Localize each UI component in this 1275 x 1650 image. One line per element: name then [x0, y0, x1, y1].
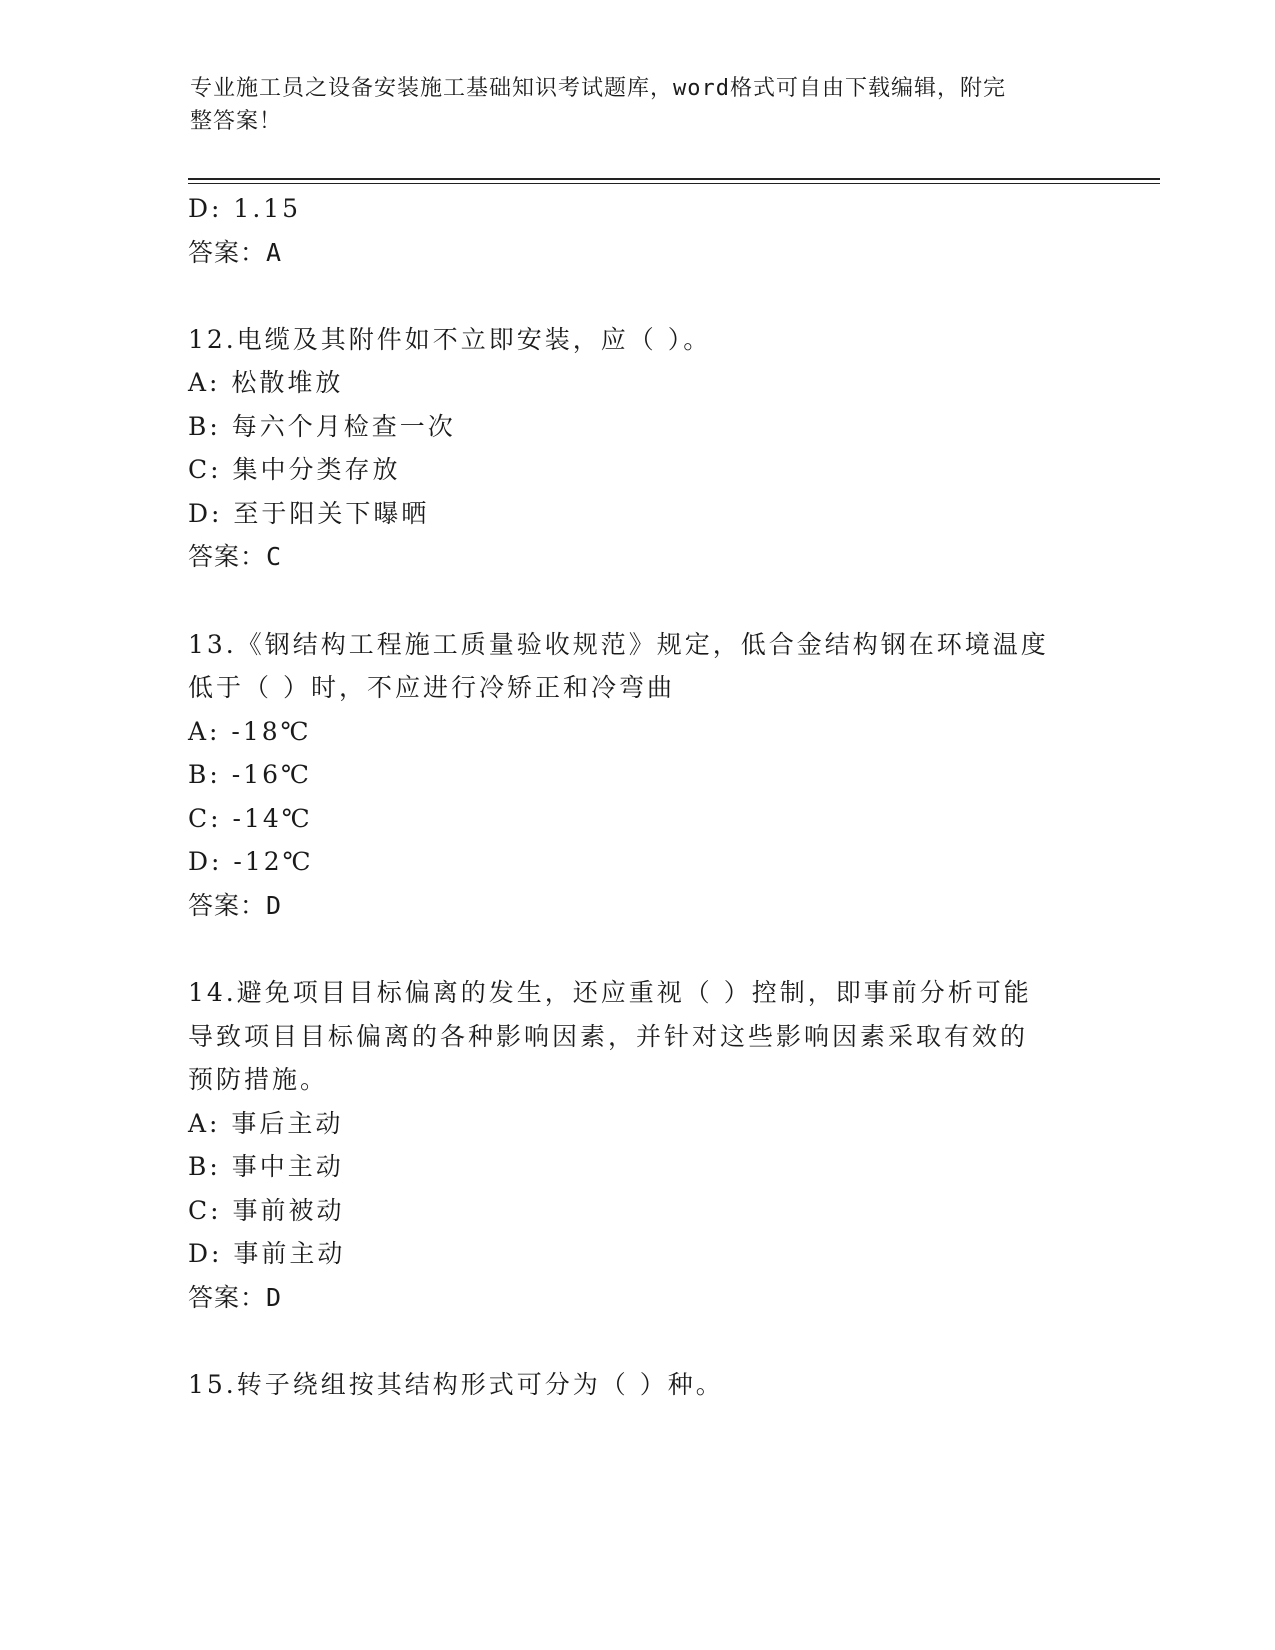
- answer-line: 答案：D: [188, 891, 283, 920]
- option-c: C: 事前被动: [188, 1196, 345, 1225]
- question-13-line-2: 低于（ ）时，不应进行冷矫正和冷弯曲: [188, 673, 675, 702]
- option-a: A: -18℃: [188, 717, 312, 746]
- question-13-line-1: 13.《钢结构工程施工质量验收规范》规定，低合金结构钢在环境温度: [188, 630, 1049, 659]
- document-header: [190, 72, 1090, 138]
- answer-line: 答案：C: [188, 542, 283, 571]
- question-14-line-1: 14.避免项目目标偏离的发生，还应重视（ ）控制，即事前分析可能: [188, 978, 1032, 1007]
- option-d: D: -12℃: [188, 847, 314, 876]
- header-divider-thick: [188, 178, 1160, 180]
- option-c: C: 集中分类存放: [188, 455, 401, 484]
- question-12: 12.电缆及其附件如不立即安装，应（ ）。: [188, 325, 712, 354]
- option-b: B: 每六个月检查一次: [188, 412, 456, 441]
- answer-line: 答案：D: [188, 1283, 283, 1312]
- header-line-2: 整答案！: [190, 109, 283, 134]
- option-d: D: 1.15: [188, 194, 302, 223]
- option-a: A: 松散堆放: [188, 368, 344, 397]
- option-d: D: 至于阳关下曝晒: [188, 499, 430, 528]
- answer-line: 答案：A: [188, 238, 283, 267]
- option-a: A: 事后主动: [188, 1109, 344, 1138]
- option-c: C: -14℃: [188, 804, 313, 833]
- option-d: D: 事前主动: [188, 1239, 346, 1268]
- question-14-line-3: 预防措施。: [188, 1065, 329, 1094]
- option-b: B: 事中主动: [188, 1152, 344, 1181]
- header-divider-thin: [188, 183, 1160, 184]
- option-b: B: -16℃: [188, 760, 312, 789]
- question-14-line-2: 导致项目目标偏离的各种影响因素，并针对这些影响因素采取有效的: [188, 1022, 1029, 1051]
- header-line-1: 专业施工员之设备安装施工基础知识考试题库，word格式可自由下载编辑，附完: [190, 76, 1006, 101]
- question-15: 15.转子绕组按其结构形式可分为（ ）种。: [188, 1370, 724, 1399]
